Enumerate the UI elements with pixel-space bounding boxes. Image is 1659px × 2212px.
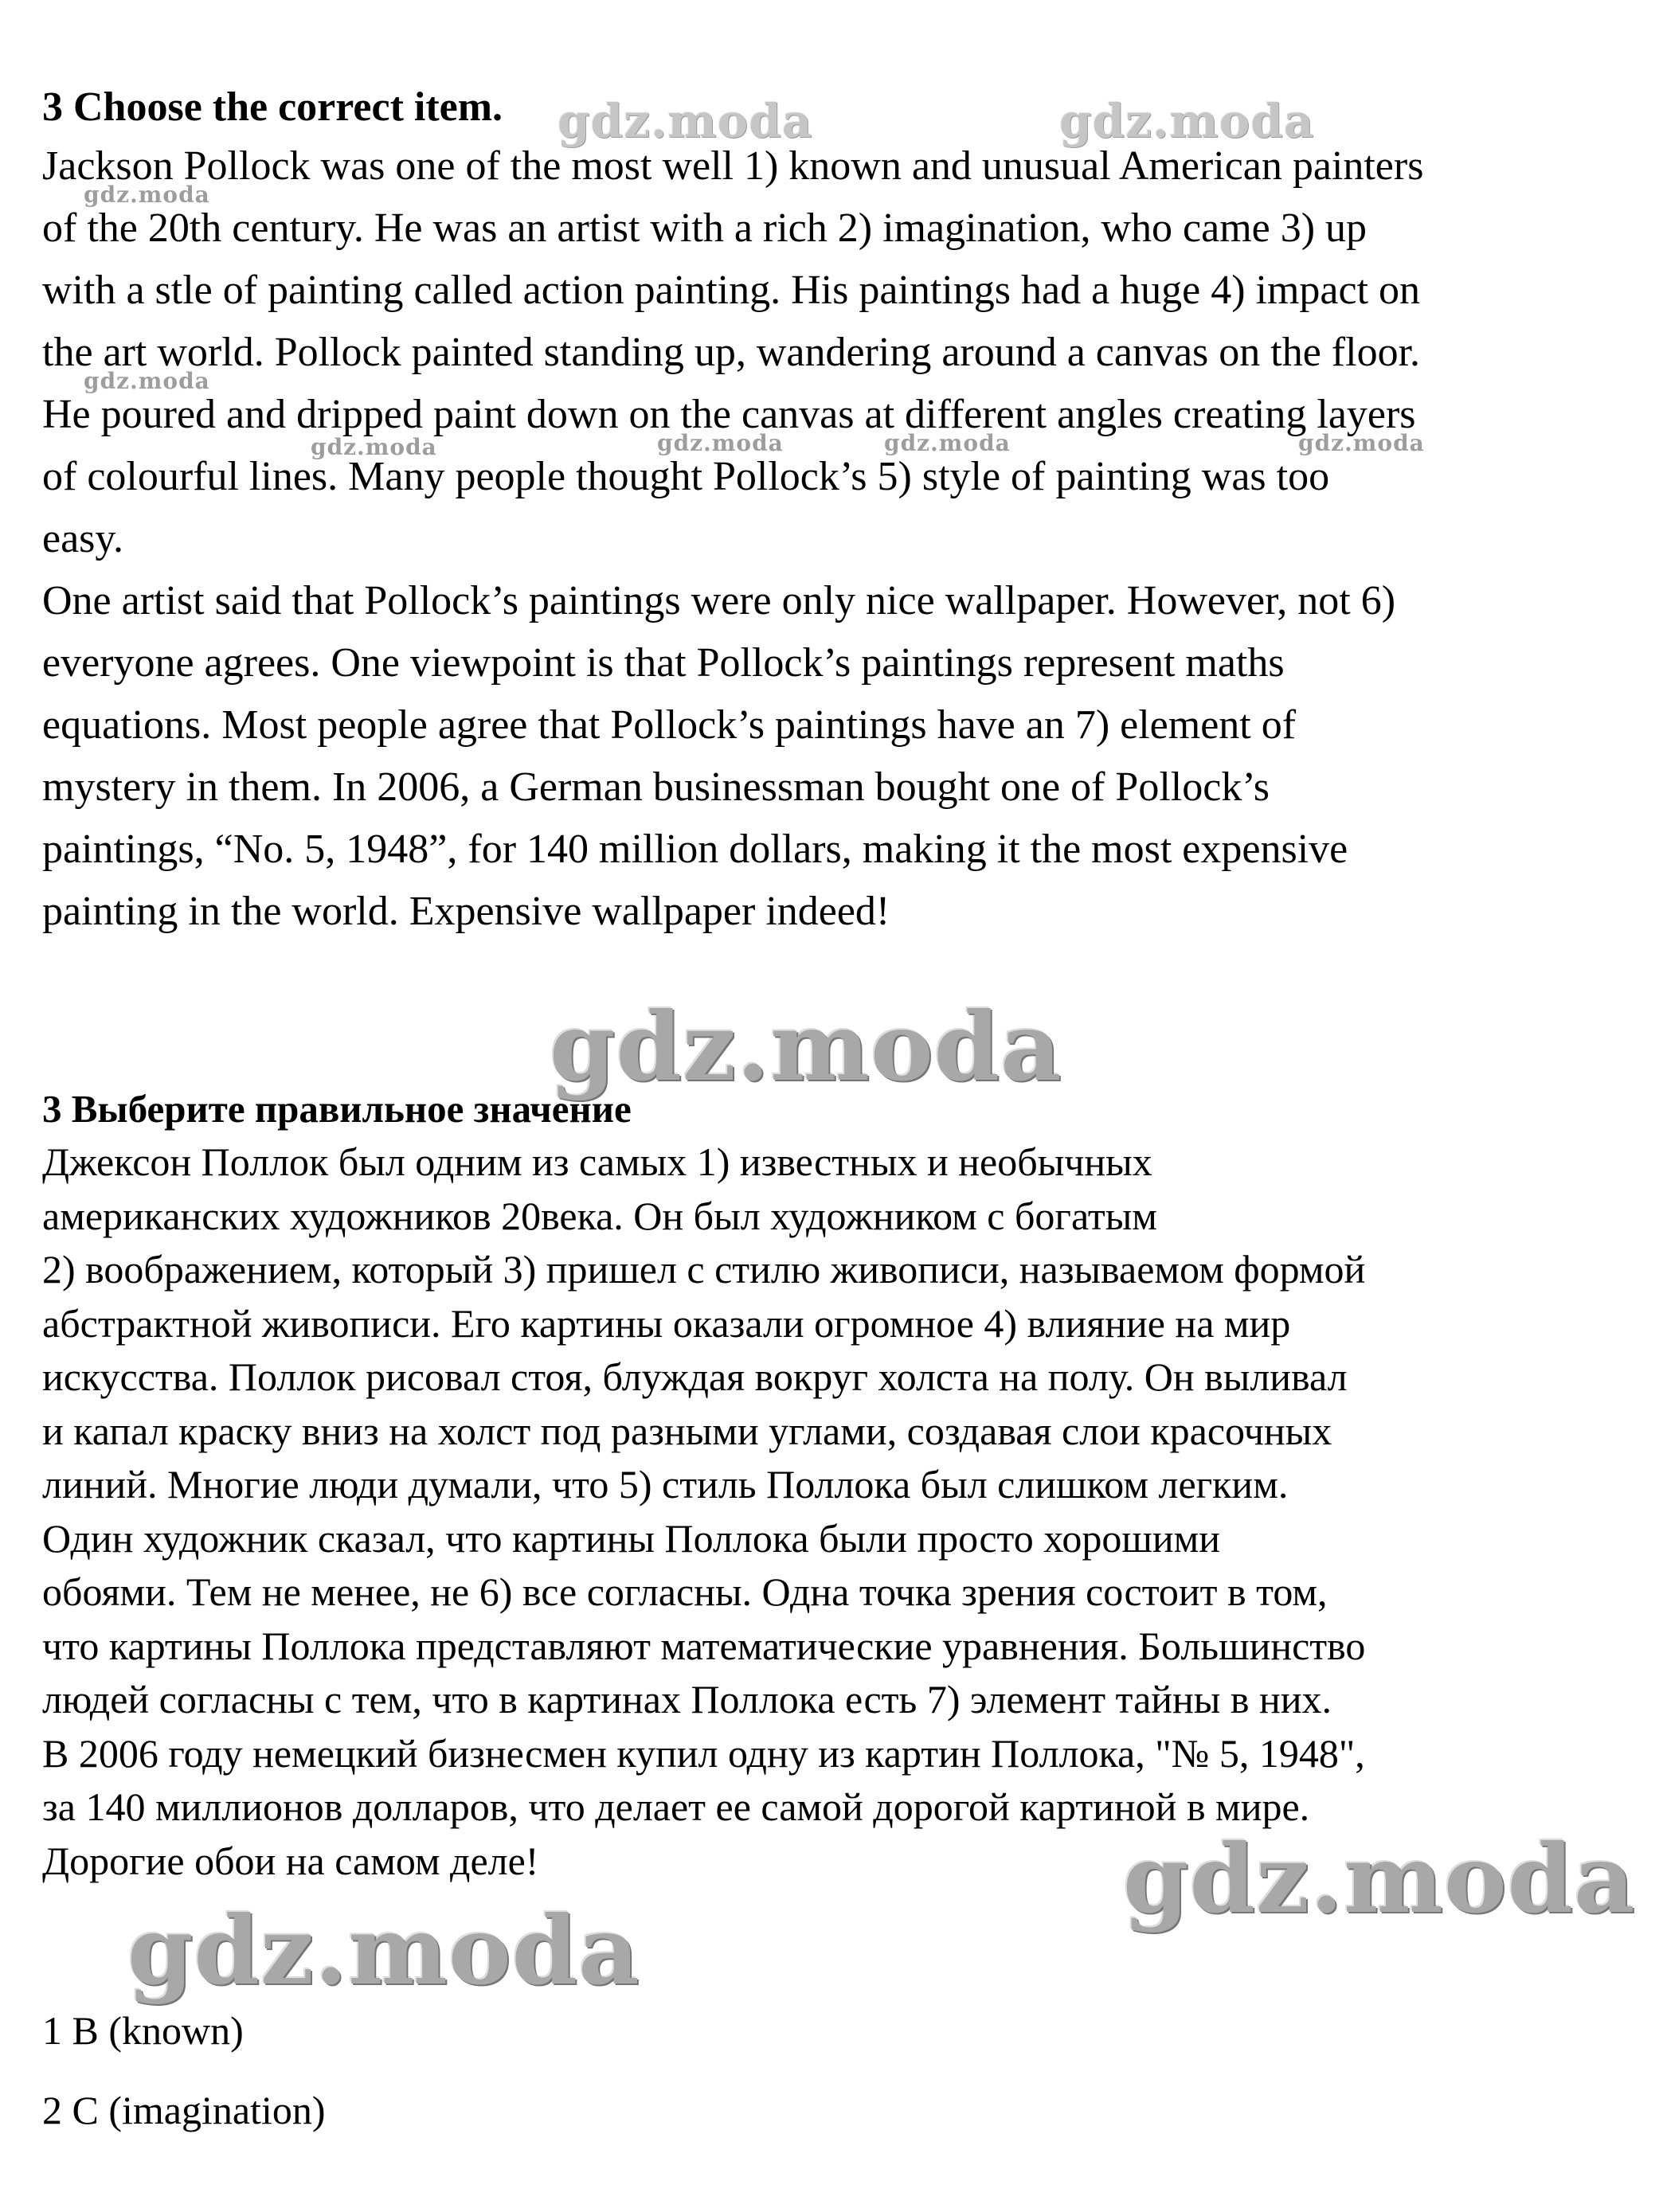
- english-line: mystery in them. In 2006, a German businessman bought one of Pollock’s: [42, 764, 1270, 810]
- english-exercise: [42, 80, 1619, 943]
- russian-heading: 3 Выберите правильное значение: [42, 1087, 632, 1131]
- watermark: gdz.moda: [1298, 430, 1425, 456]
- answers-list: [42, 1991, 1619, 2150]
- english-line: paintings, “No. 5, 1948”, for 140 million dollars, making it the most expensive: [42, 827, 1348, 872]
- english-heading: 3 Choose the correct item.: [42, 84, 503, 130]
- watermark: gdz.moda: [127, 1895, 640, 2006]
- russian-translation: [42, 1083, 1619, 1888]
- russian-line: абстрактной живописи. Его картины оказали огромное 4) влияние на мир: [42, 1300, 1291, 1346]
- english-line: equations. Most people agree that Pollock’s paintings have an 7) element of: [42, 702, 1297, 748]
- russian-line: В 2006 году немецкий бизнесмен купил одну из картин Поллока, "№ 5, 1948",: [42, 1730, 1365, 1776]
- watermark: gdz.moda: [558, 94, 813, 148]
- english-line: everyone agrees. One viewpoint is that Pollock’s paintings represent maths: [42, 640, 1285, 686]
- english-line: the art world. Pollock painted standing up, wandering around a canvas on the floor.: [42, 330, 1421, 375]
- russian-line: обоями. Тем не менее, не 6) все согласны. Одна точка зрения состоит в том,: [42, 1569, 1328, 1614]
- russian-body: [42, 1135, 1619, 1888]
- answer-item: 1 B (known): [42, 2008, 244, 2053]
- russian-line: 2) воображением, который 3) пришел с стилю живописи, называемом формой: [42, 1247, 1366, 1292]
- russian-line: Дорогие обои на самом деле!: [42, 1838, 539, 1883]
- answer-item: 2 C (imagination): [42, 2088, 326, 2132]
- english-line: Jackson Pollock was one of the most well 1) known and unusual American painters: [42, 143, 1424, 189]
- watermark: gdz.moda: [550, 991, 1062, 1102]
- english-line: with a stle of painting called action painting. His paintings had a huge 4) impact on: [42, 268, 1421, 313]
- english-line: One artist said that Pollock’s paintings were only nice wallpaper. However, not 6): [42, 578, 1396, 623]
- watermark: gdz.moda: [1059, 94, 1315, 148]
- watermark: gdz.moda: [657, 430, 784, 456]
- russian-line: американских художников 20века. Он был художником с богатым: [42, 1193, 1157, 1238]
- watermark: gdz.moda: [884, 430, 1011, 456]
- english-line: painting in the world. Expensive wallpaper indeed!: [42, 889, 890, 934]
- russian-line: людей согласны с тем, что в картинах Поллока есть 7) элемент тайны в них.: [42, 1677, 1332, 1722]
- russian-line: за 140 миллионов долларов, что делает ее самой дорогой картиной в мире.: [42, 1784, 1310, 1829]
- russian-line: искусства. Поллок рисовал стоя, блуждая вокруг холста на полу. Он выливал: [42, 1354, 1348, 1399]
- russian-line: что картины Поллока представляют математические уравнения. Большинство: [42, 1623, 1366, 1668]
- russian-line: Джексон Поллок был одним из самых 1) известных и необычных: [42, 1139, 1152, 1184]
- english-body: [42, 135, 1619, 943]
- english-line: easy.: [42, 516, 124, 561]
- russian-line: линий. Многие люди думали, что 5) стиль Поллока был слишком легким.: [42, 1462, 1289, 1507]
- watermark: gdz.moda: [311, 434, 437, 460]
- watermark: gdz.moda: [84, 182, 210, 208]
- russian-line: и капал краску вниз на холст под разными углами, создавая слои красочных: [42, 1408, 1332, 1453]
- english-line: of the 20th century. He was an artist with a rich 2) imagination, who came 3) up: [42, 205, 1368, 251]
- english-line: of colourful lines. Many people thought Pollock’s 5) style of painting was too: [42, 454, 1330, 499]
- english-line: He poured and dripped paint down on the canvas at different angles creating layers: [42, 392, 1416, 437]
- russian-line: Один художник сказал, что картины Поллока были просто хорошими: [42, 1515, 1220, 1561]
- watermark: gdz.moda: [84, 368, 210, 394]
- watermark: gdz.moda: [1123, 1823, 1636, 1934]
